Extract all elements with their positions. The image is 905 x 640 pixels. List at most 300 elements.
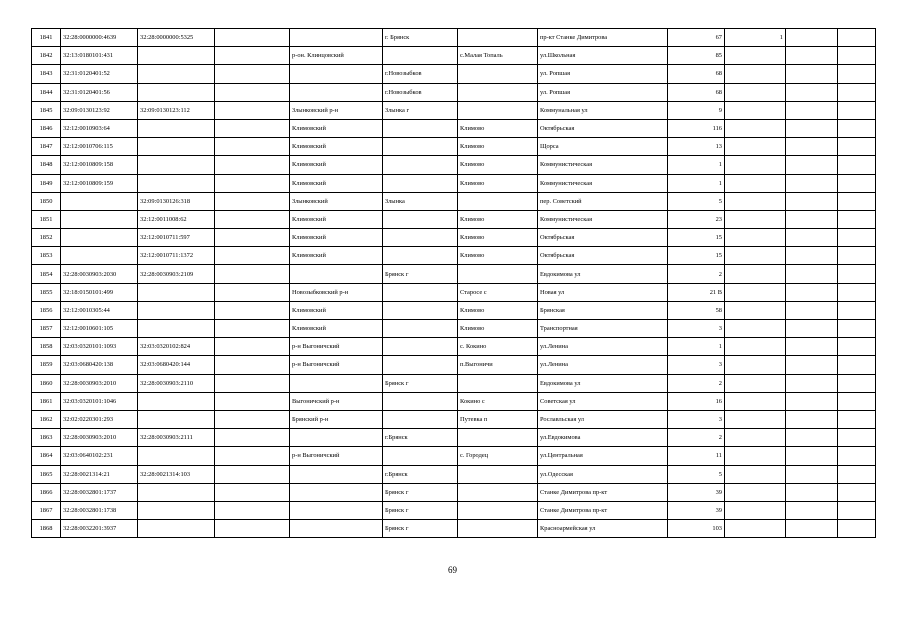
cadastral-number-2 [138,520,215,538]
district-cell: Новозыбковский р-н [290,283,383,301]
house-number-cell: 15 [668,229,725,247]
street-cell: пер. Советский [538,192,668,210]
cadastral-number-1: 32:28:0032201:3937 [61,520,138,538]
table-row [32,356,876,374]
empty-cell-last [838,429,876,447]
house-number-cell: 2 [668,429,725,447]
row-number: 1862 [32,410,61,428]
street-cell: Коммунистическая [538,210,668,228]
cadastral-number-2: 32:09:0130123:112 [138,101,215,119]
locality-cell: Климово [458,301,538,319]
row-number: 1856 [32,301,61,319]
cadastral-number-2 [138,410,215,428]
locality-cell: Путевка п [458,410,538,428]
empty-cell [215,320,290,338]
table-row [32,410,876,428]
cadastral-number-1: 32:12:0010706:115 [61,138,138,156]
cadastral-number-1 [61,192,138,210]
house-number-cell: 2 [668,265,725,283]
city-cell [383,174,458,192]
empty-cell [215,65,290,83]
extra-cell-1 [725,210,786,228]
city-cell [383,338,458,356]
empty-cell [215,192,290,210]
extra-cell-1 [725,192,786,210]
empty-cell [215,83,290,101]
city-cell: г. Брянск [383,29,458,47]
empty-cell-last [838,338,876,356]
cadastral-number-2 [138,156,215,174]
extra-cell-1 [725,338,786,356]
table-row [32,156,876,174]
street-cell: ул. Ропшая [538,65,668,83]
street-cell: пр-кт Станке Димитрова [538,29,668,47]
city-cell: г.Новозыбков [383,65,458,83]
empty-cell [215,229,290,247]
empty-cell [215,520,290,538]
empty-cell [215,483,290,501]
street-cell: Евдокимова ул [538,265,668,283]
locality-cell [458,29,538,47]
locality-cell: с. Кокино [458,338,538,356]
row-number: 1853 [32,247,61,265]
street-cell: ул.Ленина [538,356,668,374]
street-cell: Евдокимова ул [538,374,668,392]
table-row [32,101,876,119]
locality-cell: Климово [458,138,538,156]
row-number: 1866 [32,483,61,501]
cadastral-number-1: 32:31:0120401:52 [61,65,138,83]
house-number-cell: 103 [668,520,725,538]
city-cell [383,119,458,137]
extra-cell-2 [786,465,838,483]
empty-cell-last [838,410,876,428]
table-row [32,301,876,319]
registry-body [32,29,876,538]
empty-cell-last [838,356,876,374]
empty-cell-last [838,174,876,192]
locality-cell [458,483,538,501]
house-number-cell: 5 [668,192,725,210]
extra-cell-1 [725,283,786,301]
house-number-cell: 3 [668,356,725,374]
cadastral-number-2: 32:28:0000000:5325 [138,29,215,47]
street-cell: Коммунистическая [538,156,668,174]
extra-cell-2 [786,65,838,83]
house-number-cell: 3 [668,410,725,428]
row-number: 1855 [32,283,61,301]
row-number: 1854 [32,265,61,283]
row-number: 1848 [32,156,61,174]
cadastral-number-2 [138,392,215,410]
extra-cell-1 [725,392,786,410]
extra-cell-2 [786,174,838,192]
house-number-cell: 1 [668,174,725,192]
locality-cell: Старосе с [458,283,538,301]
extra-cell-1 [725,356,786,374]
empty-cell-last [838,138,876,156]
district-cell: Выгоничский р-н [290,392,383,410]
street-cell: Брянская [538,301,668,319]
city-cell: Брянск г [383,374,458,392]
extra-cell-1 [725,429,786,447]
row-number: 1860 [32,374,61,392]
table-row [32,119,876,137]
extra-cell-1 [725,247,786,265]
street-cell: Октябрьская [538,119,668,137]
district-cell: р-он. Клинцовский [290,47,383,65]
empty-cell [215,47,290,65]
city-cell: г.Брянск [383,429,458,447]
locality-cell: с.Малая Топаль [458,47,538,65]
extra-cell-1: 1 [725,29,786,47]
city-cell: Брянск г [383,501,458,519]
house-number-cell: 39 [668,501,725,519]
empty-cell-last [838,301,876,319]
empty-cell-last [838,156,876,174]
district-cell [290,520,383,538]
empty-cell [215,392,290,410]
empty-cell-last [838,29,876,47]
row-number: 1847 [32,138,61,156]
locality-cell: Климово [458,247,538,265]
table-row [32,465,876,483]
cadastral-number-2 [138,174,215,192]
extra-cell-2 [786,429,838,447]
house-number-cell: 3 [668,320,725,338]
district-cell [290,465,383,483]
row-number: 1867 [32,501,61,519]
locality-cell: Климово [458,229,538,247]
city-cell [383,356,458,374]
extra-cell-1 [725,156,786,174]
table-row [32,47,876,65]
extra-cell-2 [786,447,838,465]
empty-cell-last [838,101,876,119]
row-number: 1844 [32,83,61,101]
street-cell: Коммунальная ул [538,101,668,119]
empty-cell-last [838,83,876,101]
cadastral-number-1 [61,229,138,247]
city-cell [383,410,458,428]
cadastral-number-1: 32:03:0320101:1046 [61,392,138,410]
cadastral-number-1: 32:03:0640102:231 [61,447,138,465]
extra-cell-1 [725,301,786,319]
extra-cell-1 [725,374,786,392]
row-number: 1850 [32,192,61,210]
extra-cell-1 [725,229,786,247]
row-number: 1863 [32,429,61,447]
empty-cell-last [838,501,876,519]
empty-cell [215,465,290,483]
table-row [32,65,876,83]
house-number-cell: 11 [668,447,725,465]
empty-cell [215,156,290,174]
cadastral-number-2 [138,65,215,83]
extra-cell-1 [725,174,786,192]
cadastral-number-1: 32:31:0120401:56 [61,83,138,101]
cadastral-number-2 [138,283,215,301]
district-cell [290,29,383,47]
district-cell [290,83,383,101]
street-cell: ул.Одесская [538,465,668,483]
table-row [32,283,876,301]
street-cell: Октябрьская [538,229,668,247]
house-number-cell: 21 В [668,283,725,301]
table-row [32,429,876,447]
empty-cell [215,447,290,465]
empty-cell [215,119,290,137]
row-number: 1845 [32,101,61,119]
locality-cell: Климово [458,210,538,228]
extra-cell-2 [786,374,838,392]
locality-cell [458,65,538,83]
locality-cell [458,520,538,538]
house-number-cell: 15 [668,247,725,265]
empty-cell [215,356,290,374]
empty-cell [215,374,290,392]
cadastral-number-1 [61,247,138,265]
row-number: 1858 [32,338,61,356]
extra-cell-1 [725,320,786,338]
page-number: 69 [448,565,457,575]
empty-cell [215,283,290,301]
city-cell: Злынка [383,192,458,210]
cadastral-number-2 [138,119,215,137]
empty-cell-last [838,210,876,228]
cadastral-number-1: 32:12:0010809:158 [61,156,138,174]
house-number-cell: 9 [668,101,725,119]
cadastral-number-2: 32:28:0030903:2109 [138,265,215,283]
table-row [32,520,876,538]
city-cell [383,320,458,338]
table-row [32,29,876,47]
street-cell: ул.Школьная [538,47,668,65]
house-number-cell: 68 [668,65,725,83]
empty-cell-last [838,265,876,283]
extra-cell-2 [786,138,838,156]
table-row [32,229,876,247]
city-cell: Брянск г [383,520,458,538]
cadastral-number-1: 32:12:0010809:159 [61,174,138,192]
city-cell [383,47,458,65]
cadastral-number-2: 32:28:0030903:2111 [138,429,215,447]
table-row [32,265,876,283]
extra-cell-2 [786,210,838,228]
empty-cell-last [838,392,876,410]
locality-cell: с. Городец [458,447,538,465]
extra-cell-2 [786,247,838,265]
empty-cell-last [838,483,876,501]
extra-cell-2 [786,483,838,501]
cadastral-number-1: 32:28:0032801:1738 [61,501,138,519]
extra-cell-2 [786,83,838,101]
table-row [32,247,876,265]
extra-cell-1 [725,410,786,428]
row-number: 1851 [32,210,61,228]
street-cell: Рославльская ул [538,410,668,428]
city-cell [383,283,458,301]
district-cell: Климовский [290,301,383,319]
city-cell [383,138,458,156]
extra-cell-2 [786,192,838,210]
city-cell: г.Брянск [383,465,458,483]
house-number-cell: 16 [668,392,725,410]
cadastral-number-2: 32:09:0130126:318 [138,192,215,210]
locality-cell [458,501,538,519]
street-cell: ул.Ленина [538,338,668,356]
empty-cell-last [838,47,876,65]
district-cell: Климовский [290,210,383,228]
street-cell: Октябрьская [538,247,668,265]
district-cell: Климовский [290,138,383,156]
row-number: 1859 [32,356,61,374]
cadastral-number-1: 32:09:0130123:92 [61,101,138,119]
locality-cell: Климово [458,320,538,338]
cadastral-number-2 [138,501,215,519]
locality-cell: п.Выгоничи [458,356,538,374]
empty-cell-last [838,192,876,210]
extra-cell-2 [786,47,838,65]
locality-cell [458,374,538,392]
table-row [32,192,876,210]
cadastral-number-2: 32:12:0011008:62 [138,210,215,228]
district-cell: Брянский р-н [290,410,383,428]
house-number-cell: 67 [668,29,725,47]
district-cell [290,501,383,519]
extra-cell-2 [786,501,838,519]
row-number: 1849 [32,174,61,192]
extra-cell-2 [786,265,838,283]
district-cell: р-н Выгоничский [290,447,383,465]
house-number-cell: 1 [668,338,725,356]
empty-cell [215,138,290,156]
empty-cell-last [838,283,876,301]
cadastral-number-2 [138,47,215,65]
street-cell: Новая ул [538,283,668,301]
empty-cell [215,210,290,228]
table-row [32,447,876,465]
city-cell: Брянск г [383,483,458,501]
extra-cell-2 [786,283,838,301]
empty-cell [215,101,290,119]
row-number: 1865 [32,465,61,483]
cadastral-number-1: 32:28:0032801:1737 [61,483,138,501]
extra-cell-1 [725,119,786,137]
extra-cell-1 [725,520,786,538]
empty-cell-last [838,65,876,83]
extra-cell-2 [786,119,838,137]
empty-cell [215,501,290,519]
extra-cell-2 [786,29,838,47]
empty-cell-last [838,247,876,265]
empty-cell [215,429,290,447]
city-cell [383,229,458,247]
district-cell: р-н Выгоничский [290,356,383,374]
locality-cell [458,265,538,283]
cadastral-number-2 [138,83,215,101]
cadastral-number-1: 32:12:0010305:44 [61,301,138,319]
house-number-cell: 5 [668,465,725,483]
row-number: 1852 [32,229,61,247]
district-cell: Климовский [290,156,383,174]
street-cell: Станке Димитрова пр-кт [538,483,668,501]
table-row [32,338,876,356]
city-cell: Брянск г [383,265,458,283]
district-cell [290,265,383,283]
district-cell: Климовский [290,247,383,265]
row-number: 1861 [32,392,61,410]
empty-cell-last [838,465,876,483]
locality-cell [458,192,538,210]
extra-cell-2 [786,392,838,410]
cadastral-number-2 [138,138,215,156]
locality-cell: Климово [458,156,538,174]
street-cell: ул.Центральная [538,447,668,465]
empty-cell-last [838,320,876,338]
row-number: 1841 [32,29,61,47]
empty-cell-last [838,374,876,392]
district-cell [290,429,383,447]
cadastral-number-2 [138,483,215,501]
locality-cell [458,83,538,101]
cadastral-number-2: 32:28:0030903:2110 [138,374,215,392]
cadastral-number-1: 32:28:0030903:2030 [61,265,138,283]
extra-cell-1 [725,65,786,83]
district-cell [290,483,383,501]
district-cell: Климовский [290,174,383,192]
street-cell: ул.Евдокимова [538,429,668,447]
district-cell [290,65,383,83]
cadastral-number-2 [138,301,215,319]
empty-cell [215,301,290,319]
house-number-cell: 116 [668,119,725,137]
cadastral-number-1: 32:13:0180101:431 [61,47,138,65]
table-row [32,374,876,392]
table-row [32,320,876,338]
house-number-cell: 39 [668,483,725,501]
table-row [32,174,876,192]
table-row [32,83,876,101]
district-cell: Климовский [290,229,383,247]
extra-cell-1 [725,101,786,119]
house-number-cell: 23 [668,210,725,228]
row-number: 1842 [32,47,61,65]
extra-cell-1 [725,265,786,283]
row-number: 1857 [32,320,61,338]
extra-cell-2 [786,301,838,319]
empty-cell-last [838,520,876,538]
cadastral-number-2: 32:03:0680420:144 [138,356,215,374]
district-cell: р-н Выгоничский [290,338,383,356]
cadastral-number-1: 32:28:0030903:2010 [61,374,138,392]
empty-cell [215,174,290,192]
street-cell: Красноармейская ул [538,520,668,538]
cadastral-number-2: 32:12:0010711:597 [138,229,215,247]
street-cell: Транспортная [538,320,668,338]
table-row [32,138,876,156]
extra-cell-2 [786,320,838,338]
cadastral-number-1: 32:02:0220301:293 [61,410,138,428]
city-cell [383,301,458,319]
extra-cell-1 [725,465,786,483]
cadastral-number-1: 32:18:0150101:499 [61,283,138,301]
table-row [32,392,876,410]
city-cell [383,392,458,410]
locality-cell [458,101,538,119]
house-number-cell: 85 [668,47,725,65]
cadastral-number-2 [138,447,215,465]
